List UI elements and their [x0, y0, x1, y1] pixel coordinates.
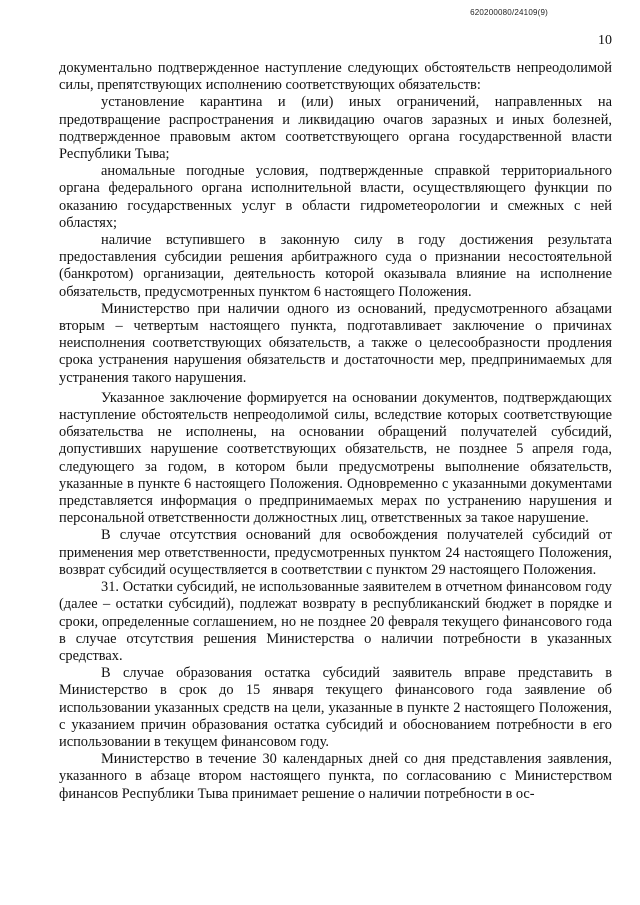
paragraph-continuation: документально подтвержденное наступление следующих обстоятельств непреодолимой силы, препятствующих исполнению соответствующих обязательств:	[59, 60, 612, 94]
paragraph-bankruptcy: наличие вступившего в законную силу в году достижения результата предоставления субсидии решения арбитражного суда о признании несостоятельной (банкротом) организации, деятельность которой оказывала влияние на исполнение обязательств, предусмотренных пунктом 6 настоящего Положения.	[59, 232, 612, 300]
paragraph-ministry-decision: Министерство в течение 30 календарных дней со дня представления заявления, указанного в абзаце втором настоящего пункта, по согласованию с Министерством финансов Республики Тыва принимает решение о наличии потребности в ос-	[59, 751, 612, 802]
page-number: 10	[598, 33, 612, 48]
paragraph-quarantine: установление карантина и (или) иных ограничений, направленных на предотвращение распространения и ликвидацию очагов заразных и иных болезней, подтвержденное правовым актом соответствующего органа государственной власти Республики Тыва;	[59, 94, 612, 163]
paragraph-conclusion-basis: Указанное заключение формируется на основании документов, подтверждающих наступление обстоятельств непреодолимой силы, вследствие которых соответствующие обязательства не исполнены, на основании обращений получателей субсидий, допустивших нарушение соответствующих обязательств, не позднее 5 апреля года, следующего за годом, в котором были предусмотрены выполнение обязательств, указанные в пункте 6 настоящего Положения. Одновременно с указанными документами представляется информация о предпринимаемых мерах по устранению нарушения и персональной ответственности должностных лиц, ответственных за такое нарушение.	[59, 389, 612, 527]
document-body	[59, 60, 612, 803]
document-code: 620200080/24109(9)	[470, 8, 548, 17]
paragraph-remainder-request: В случае образования остатка субсидий заявитель вправе представить в Министерство в срок до 15 января текущего финансового года заявление об использовании указанных средств на цели, указанные в пункте 2 настоящего Положения, с указанием причин образования остатка субсидий и обоснованием потребности в его использовании в текущем финансовом году.	[59, 665, 612, 750]
paragraph-weather: аномальные погодные условия, подтвержденные справкой территориального органа федерального органа исполнительной власти, осуществляющего функции по оказанию государственных услуг в области гидрометеорологии и смежных с ней областях;	[59, 163, 612, 231]
paragraph-ministry-conclusion: Министерство при наличии одного из оснований, предусмотренного абзацами вторым – четвертым настоящего пункта, подготавливает заключение о причинах неисполнения соответствующих обязательств, а также о целесообразности продления срока устранения нарушения обязательств и достаточности мер, предпринимаемых для устранения такого нарушения.	[59, 300, 612, 386]
paragraph-item-31: 31. Остатки субсидий, не использованные заявителем в отчетном финансовом году (далее – остатки субсидий), подлежат возврату в республиканский бюджет в порядке и сроки, определенные соглашением, но не позднее 20 февраля текущего финансового года в случае отсутствия решения Министерства о наличии потребности в указанных средствах.	[59, 579, 612, 664]
paragraph-refund: В случае отсутствия оснований для освобождения получателей субсидий от применения мер ответственности, предусмотренных пунктом 24 настоящего Положения, возврат субсидий осуществляется в соответствии с пунктом 29 настоящего Положения.	[59, 527, 612, 578]
